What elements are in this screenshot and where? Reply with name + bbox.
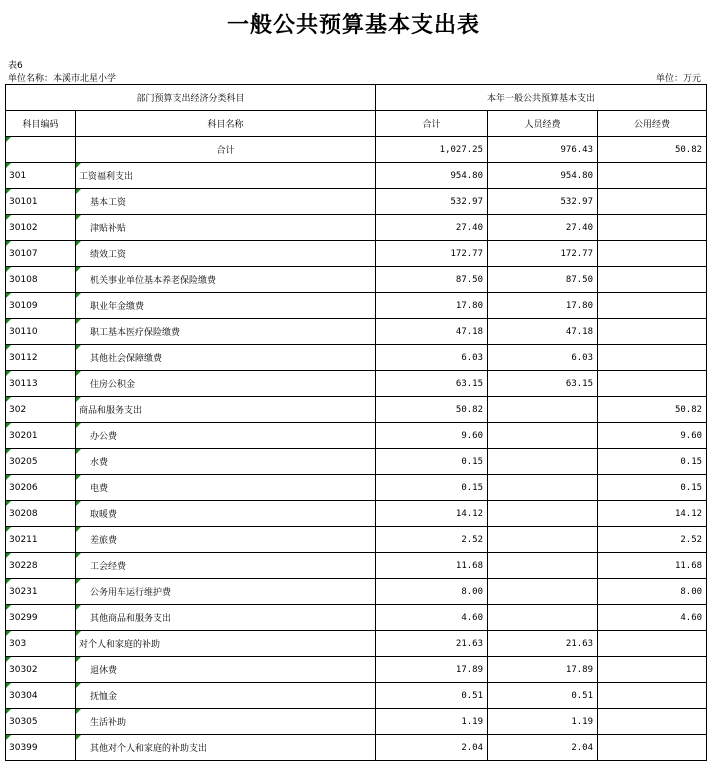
row-code: 30231 bbox=[6, 579, 76, 605]
table-row bbox=[6, 189, 707, 215]
row-public bbox=[598, 657, 707, 683]
row-public bbox=[598, 215, 707, 241]
header-column-row bbox=[6, 111, 707, 137]
header-public: 公用经费 bbox=[598, 111, 707, 137]
table-row bbox=[6, 241, 707, 267]
row-name: 公务用车运行维护费 bbox=[76, 579, 376, 605]
row-personnel bbox=[488, 449, 598, 475]
row-name: 机关事业单位基本养老保险缴费 bbox=[76, 267, 376, 293]
total-total: 1,027.25 bbox=[376, 137, 488, 163]
row-personnel bbox=[488, 605, 598, 631]
row-total: 63.15 bbox=[376, 371, 488, 397]
row-code: 30206 bbox=[6, 475, 76, 501]
row-name: 对个人和家庭的补助 bbox=[76, 631, 376, 657]
header-code: 科目编码 bbox=[6, 111, 76, 137]
row-code: 302 bbox=[6, 397, 76, 423]
header-group-left: 部门预算支出经济分类科目 bbox=[6, 85, 376, 111]
row-code: 30304 bbox=[6, 683, 76, 709]
row-total: 9.60 bbox=[376, 423, 488, 449]
row-public: 2.52 bbox=[598, 527, 707, 553]
row-code: 30109 bbox=[6, 293, 76, 319]
table-row bbox=[6, 605, 707, 631]
table-row bbox=[6, 657, 707, 683]
row-total: 87.50 bbox=[376, 267, 488, 293]
row-name: 水费 bbox=[76, 449, 376, 475]
row-public bbox=[598, 345, 707, 371]
row-code: 30399 bbox=[6, 735, 76, 761]
row-name: 取暖费 bbox=[76, 501, 376, 527]
row-name: 电费 bbox=[76, 475, 376, 501]
row-code: 30110 bbox=[6, 319, 76, 345]
table-row bbox=[6, 215, 707, 241]
row-total: 2.52 bbox=[376, 527, 488, 553]
table-row bbox=[6, 683, 707, 709]
row-name: 工会经费 bbox=[76, 553, 376, 579]
table-number: 表6 bbox=[8, 61, 23, 71]
table-row bbox=[6, 527, 707, 553]
table-row bbox=[6, 293, 707, 319]
table-row bbox=[6, 423, 707, 449]
row-personnel bbox=[488, 501, 598, 527]
row-public: 4.60 bbox=[598, 605, 707, 631]
row-personnel bbox=[488, 397, 598, 423]
row-total: 4.60 bbox=[376, 605, 488, 631]
row-personnel bbox=[488, 527, 598, 553]
table-row bbox=[6, 709, 707, 735]
row-code: 30201 bbox=[6, 423, 76, 449]
row-public: 11.68 bbox=[598, 553, 707, 579]
row-total: 17.89 bbox=[376, 657, 488, 683]
row-public: 8.00 bbox=[598, 579, 707, 605]
table-row bbox=[6, 501, 707, 527]
row-public bbox=[598, 163, 707, 189]
row-name: 基本工资 bbox=[76, 189, 376, 215]
row-personnel: 63.15 bbox=[488, 371, 598, 397]
table-row bbox=[6, 371, 707, 397]
row-public bbox=[598, 683, 707, 709]
row-name: 职业年金缴费 bbox=[76, 293, 376, 319]
row-code: 30228 bbox=[6, 553, 76, 579]
row-name: 工资福利支出 bbox=[76, 163, 376, 189]
row-personnel: 0.51 bbox=[488, 683, 598, 709]
row-code: 30299 bbox=[6, 605, 76, 631]
row-public bbox=[598, 319, 707, 345]
row-public: 0.15 bbox=[598, 475, 707, 501]
row-personnel: 17.80 bbox=[488, 293, 598, 319]
unit-name: 单位名称：本溪市北星小学 bbox=[8, 74, 117, 84]
budget-table bbox=[5, 84, 707, 761]
header-group-right: 本年一般公共预算基本支出 bbox=[376, 85, 707, 111]
row-total: 172.77 bbox=[376, 241, 488, 267]
row-public bbox=[598, 709, 707, 735]
table-row bbox=[6, 735, 707, 761]
row-name: 商品和服务支出 bbox=[76, 397, 376, 423]
row-personnel bbox=[488, 423, 598, 449]
header-group-row bbox=[6, 85, 707, 111]
row-code: 30101 bbox=[6, 189, 76, 215]
table-row bbox=[6, 319, 707, 345]
table-row bbox=[6, 553, 707, 579]
row-public: 50.82 bbox=[598, 397, 707, 423]
row-code: 30302 bbox=[6, 657, 76, 683]
row-name: 其他商品和服务支出 bbox=[76, 605, 376, 631]
table-row bbox=[6, 397, 707, 423]
row-code: 30113 bbox=[6, 371, 76, 397]
row-name: 办公费 bbox=[76, 423, 376, 449]
row-code: 30305 bbox=[6, 709, 76, 735]
row-personnel: 532.97 bbox=[488, 189, 598, 215]
row-public bbox=[598, 371, 707, 397]
row-name: 差旅费 bbox=[76, 527, 376, 553]
row-total: 21.63 bbox=[376, 631, 488, 657]
row-code: 30112 bbox=[6, 345, 76, 371]
table-row bbox=[6, 163, 707, 189]
row-public bbox=[598, 293, 707, 319]
row-public bbox=[598, 189, 707, 215]
row-code: 30108 bbox=[6, 267, 76, 293]
row-personnel: 6.03 bbox=[488, 345, 598, 371]
row-name: 住房公积金 bbox=[76, 371, 376, 397]
row-total: 47.18 bbox=[376, 319, 488, 345]
row-personnel: 21.63 bbox=[488, 631, 598, 657]
header-name: 科目名称 bbox=[76, 111, 376, 137]
row-personnel bbox=[488, 579, 598, 605]
row-name: 抚恤金 bbox=[76, 683, 376, 709]
row-code: 30208 bbox=[6, 501, 76, 527]
row-public bbox=[598, 241, 707, 267]
row-code: 30205 bbox=[6, 449, 76, 475]
table-row bbox=[6, 579, 707, 605]
unit-label: 单位：万元 bbox=[655, 74, 701, 84]
row-total: 6.03 bbox=[376, 345, 488, 371]
total-row bbox=[6, 137, 707, 163]
row-personnel: 1.19 bbox=[488, 709, 598, 735]
row-public bbox=[598, 735, 707, 761]
page-title: 一般公共预算基本支出表 bbox=[226, 12, 480, 38]
row-name: 绩效工资 bbox=[76, 241, 376, 267]
total-code-cell bbox=[6, 137, 76, 163]
row-total: 14.12 bbox=[376, 501, 488, 527]
row-code: 30102 bbox=[6, 215, 76, 241]
table-row bbox=[6, 475, 707, 501]
row-public bbox=[598, 267, 707, 293]
row-public bbox=[598, 631, 707, 657]
row-total: 1.19 bbox=[376, 709, 488, 735]
row-personnel: 172.77 bbox=[488, 241, 598, 267]
row-personnel: 47.18 bbox=[488, 319, 598, 345]
row-public: 0.15 bbox=[598, 449, 707, 475]
row-personnel: 17.89 bbox=[488, 657, 598, 683]
row-name: 其他社会保障缴费 bbox=[76, 345, 376, 371]
row-total: 50.82 bbox=[376, 397, 488, 423]
row-personnel: 954.80 bbox=[488, 163, 598, 189]
row-total: 17.80 bbox=[376, 293, 488, 319]
row-total: 8.00 bbox=[376, 579, 488, 605]
row-personnel bbox=[488, 553, 598, 579]
total-name: 合计 bbox=[76, 137, 376, 163]
row-total: 11.68 bbox=[376, 553, 488, 579]
table-row bbox=[6, 267, 707, 293]
row-total: 0.15 bbox=[376, 475, 488, 501]
row-total: 0.51 bbox=[376, 683, 488, 709]
row-total: 0.15 bbox=[376, 449, 488, 475]
row-total: 532.97 bbox=[376, 189, 488, 215]
row-personnel: 27.40 bbox=[488, 215, 598, 241]
row-name: 其他对个人和家庭的补助支出 bbox=[76, 735, 376, 761]
row-name: 生活补助 bbox=[76, 709, 376, 735]
row-total: 2.04 bbox=[376, 735, 488, 761]
row-code: 30211 bbox=[6, 527, 76, 553]
row-public: 9.60 bbox=[598, 423, 707, 449]
total-public: 50.82 bbox=[598, 137, 707, 163]
row-personnel: 87.50 bbox=[488, 267, 598, 293]
row-code: 30107 bbox=[6, 241, 76, 267]
row-name: 退休费 bbox=[76, 657, 376, 683]
row-personnel bbox=[488, 475, 598, 501]
row-personnel: 2.04 bbox=[488, 735, 598, 761]
header-total: 合计 bbox=[376, 111, 488, 137]
row-total: 27.40 bbox=[376, 215, 488, 241]
row-code: 301 bbox=[6, 163, 76, 189]
table-row bbox=[6, 449, 707, 475]
row-name: 津贴补贴 bbox=[76, 215, 376, 241]
row-public: 14.12 bbox=[598, 501, 707, 527]
row-name: 职工基本医疗保险缴费 bbox=[76, 319, 376, 345]
table-row bbox=[6, 345, 707, 371]
row-total: 954.80 bbox=[376, 163, 488, 189]
row-code: 303 bbox=[6, 631, 76, 657]
header-personnel: 人员经费 bbox=[488, 111, 598, 137]
table-row bbox=[6, 631, 707, 657]
total-personnel: 976.43 bbox=[488, 137, 598, 163]
